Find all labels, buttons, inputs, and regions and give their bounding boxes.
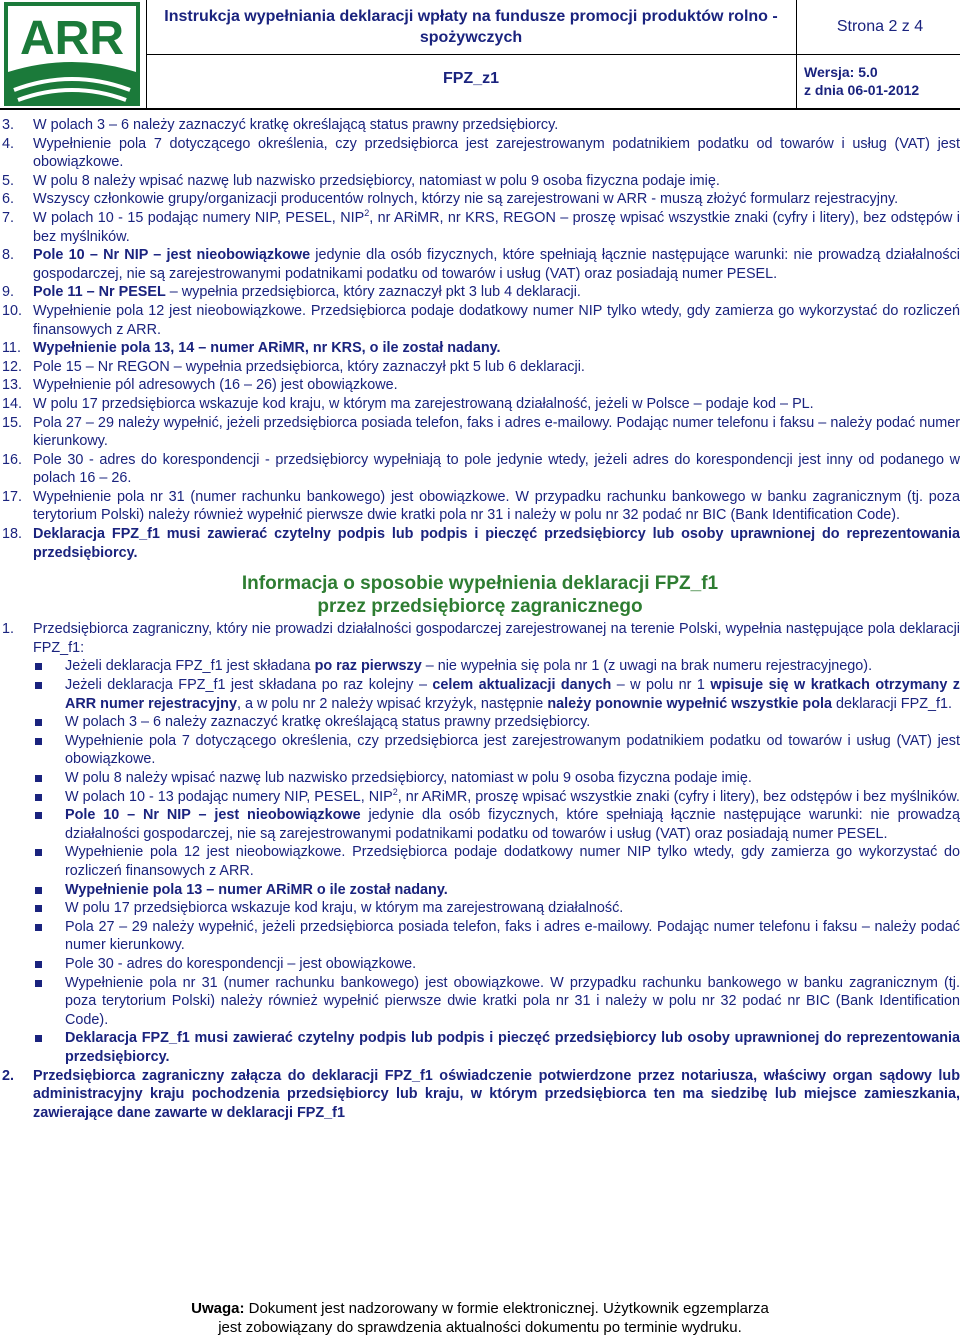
document-header: [0, 0, 960, 110]
version-label: Wersja: 5.0: [804, 64, 878, 80]
item-number: 8.: [2, 247, 15, 264]
bullet-item: [0, 918, 960, 955]
bullet-item: [0, 676, 960, 713]
item-text: Wypełnienie pola 12 jest nieobowiązkowe. Przedsiębiorca podaje dodatkowy numer NIP tylko wtedy, gdy zamierza go wykorzystać do rozliczeń finansowych z ARR.: [33, 302, 960, 338]
bullet-square-icon: [35, 924, 42, 931]
item-number: 10.: [2, 302, 23, 319]
item-text: Pola 27 – 29 należy wypełnić, jeżeli przedsiębiorca posiada telefon, faks i adres e-mailowy. Podając numer telefonu i faksu – należy podać numer kierunkowy.: [33, 414, 960, 450]
bullet-text: – w polu nr 1: [611, 677, 711, 694]
bullet-text: , nr ARiMR, proszę wpisać wszystkie znaki (cyfry i litery), bez odstępów i bez myślników.: [397, 788, 960, 805]
bullet-text: Jeżeli deklaracja FPZ_f1 jest składana po raz kolejny –: [65, 677, 433, 694]
bullet-square-icon: [35, 682, 42, 689]
list-item: [0, 488, 960, 525]
list-item: [0, 135, 960, 172]
bullet-square-icon: [35, 961, 42, 968]
bullet-bold-text: Deklaracja FPZ_f1 musi zawierać czytelny podpis lub podpis i pieczęć przedsiębiorcy lub osoby uprawnionej do reprezentowania przedsiębiorcy.: [65, 1030, 960, 1065]
item-bold-text: Pole 10 – Nr NIP – jest nieobowiązkowe: [33, 247, 311, 264]
section-heading-line1: Informacja o sposobie wypełnienia deklaracji FPZ_f1: [241, 573, 719, 595]
bullet-item: [0, 806, 960, 843]
item-text: Wypełnienie pola nr 31 (numer rachunku bankowego) jest obowiązkowe. W przypadku rachunku bankowego w banku zagranicznym (tj. poza terytorium Polski) należy również wypełnić pierwsze dwie kratki pola nr 31 i należy w polu nr 32 podać nr BIC (Bank Identification Code).: [33, 488, 960, 524]
item-number: 1.: [2, 621, 15, 638]
item-number: 7.: [2, 209, 15, 226]
item-text: , nr ARiMR, nr KRS, REGON – proszę wpisać wszystkie znaki (cyfry i litery), bez odstępów i bez myślników.: [33, 209, 960, 245]
bullet-text: Wypełnienie pola nr 31 (numer rachunku bankowego) jest obowiązkowe. W przypadku rachunku bankowego w banku zagranicznym (tj. poza terytorium Polski) należy również wypełnić pierwsze dwie kratki pola nr 31 i należy w polu nr 32 podać nr BIC (Bank Identification Code).: [65, 974, 960, 1028]
list-item: [0, 414, 960, 451]
list-item: [0, 116, 960, 135]
item-text: W polu 17 przedsiębiorca wskazuje kod kraju, w którym ma zarejestrowaną działalność, jeżeli w Polsce – podaje kod – PL.: [33, 395, 814, 412]
item-text: W polach 10 - 15 podając numery NIP, PESEL, NIP: [33, 209, 365, 226]
list-item: [0, 283, 960, 302]
superscript: 2: [364, 208, 370, 219]
list-item: [0, 376, 960, 395]
item-text: Pole 30 - adres do korespondencji - przedsiębiorcy wypełniają to pole jedynie wtedy, jeżeli adres do korespondencji jest inny od podanego w polach 16 – 26.: [33, 451, 960, 487]
list-item: [0, 451, 960, 488]
item-text: W polu 8 należy wpisać nazwę lub nazwisko przedsiębiorcy, natomiast w polu 9 osoba fizyczna podaje imię.: [33, 172, 720, 189]
list-item: [0, 395, 960, 414]
bullet-text: Wypełnienie pola 7 dotyczącego określenia, czy przedsiębiorca jest zarejestrowanym podatnikiem podatku od towarów i usług (VAT) jest obowiązkowe.: [65, 732, 960, 768]
bullet-text: W polu 8 należy wpisać nazwę lub nazwisko przedsiębiorcy, natomiast w polu 9 osoba fizyczna podaje imię.: [65, 770, 752, 786]
item-number: 16.: [2, 451, 23, 468]
document-footer: [0, 1299, 960, 1337]
list-item: [0, 339, 960, 358]
list-item: [0, 190, 960, 209]
bullet-text: W polu 17 przedsiębiorca wskazuje kod kraju, w którym ma zarejestrowaną działalność.: [65, 900, 624, 917]
bullet-text: W polach 10 - 13 podając numery NIP, PESEL, NIP: [65, 788, 393, 805]
item-number: 9.: [2, 284, 15, 301]
bullet-square-icon: [35, 980, 42, 987]
bullet-item: [0, 955, 960, 974]
bullet-bold-text: celem aktualizacji danych: [432, 677, 612, 694]
bullet-square-icon: [35, 812, 42, 819]
bullet-square-icon: [35, 905, 42, 912]
bullet-item: [0, 974, 960, 1030]
item-number: 17.: [2, 488, 23, 505]
bullet-item: [0, 788, 960, 807]
bullet-item: [0, 843, 960, 880]
arr-logo: [4, 2, 140, 106]
list-item: [0, 1067, 960, 1123]
footer-label: Uwaga:: [191, 1300, 245, 1317]
bullet-square-icon: [35, 1035, 42, 1042]
item-text: – wypełnia przedsiębiorca, który zaznaczył pkt 3 lub 4 deklaracji.: [165, 284, 581, 301]
bullet-text: Pola 27 – 29 należy wypełnić, jeżeli przedsiębiorca posiada telefon, faks i adres e-mailowy. Podając numer telefonu i faksu – należy podać numer kierunkowy.: [65, 918, 960, 954]
bullet-text: – nie wypełnia się pola nr 1 (z uwagi na brak numeru rejestracyjnego).: [421, 658, 873, 675]
item-text: Wszyscy członkowie grupy/organizacji producentów rolnych, którzy nie są zarejestrowani w ARR - muszą złożyć formularz rejestracyjny.: [33, 191, 899, 208]
version-date: z dnia 06-01-2012: [804, 82, 920, 98]
item-number: 12.: [2, 358, 23, 375]
item-text: W polach 3 – 6 należy zaznaczyć kratkę określającą status prawny przedsiębiorcy.: [33, 117, 559, 133]
bullet-text: jedynie dla osób fizycznych, które spełniają łącznie następujące warunki: nie prowadzą działalności gospodarczej, nie są zarejestrowanymi podatnikami podatku od towarów i usług (VAT) oraz posiadają numer PESEL.: [65, 807, 960, 842]
bullet-item: [0, 713, 960, 732]
bullet-text: deklaracji FPZ_f1.: [832, 695, 952, 712]
svg-text:ARR: ARR: [20, 12, 124, 65]
list-item: [0, 246, 960, 283]
bullet-item: [0, 881, 960, 900]
bullet-item: [0, 1029, 960, 1066]
item-number: 14.: [2, 395, 23, 412]
bullet-bold-text: Wypełnienie pola 13 – numer ARiMR o ile został nadany.: [65, 881, 448, 898]
item-number: 15.: [2, 414, 23, 431]
item-number: 6.: [2, 191, 15, 208]
bullet-square-icon: [35, 775, 42, 782]
item-bold-text: Pole 11 – Nr PESEL: [33, 284, 166, 301]
version-info: [804, 63, 919, 99]
bullet-square-icon: [35, 719, 42, 726]
item-text: Przedsiębiorca zagraniczny, który nie prowadzi działalności gospodarczej zarejestrowanej na terenie Polski, wypełnia następujące pola deklaracji FPZ_f1:: [33, 621, 960, 656]
footer-line1: Dokument jest nadzorowany w formie elektronicznej. Użytkownik egzemplarza: [244, 1300, 769, 1317]
item-bold-text: Wypełnienie pola 13, 14 – numer ARiMR, nr KRS, o ile został nadany.: [33, 340, 501, 357]
item-number: 4.: [2, 135, 15, 152]
bullet-text: Jeżeli deklaracja FPZ_f1 jest składana: [65, 658, 315, 675]
section-heading: [0, 572, 960, 618]
item-text: Wypełnienie pól adresowych (16 – 26) jest obowiązkowe.: [33, 377, 398, 394]
item-bold-text: Deklaracja FPZ_f1 musi zawierać czytelny podpis lub podpis i pieczęć przedsiębiorcy lub osoby uprawnionej do reprezentowania przedsiębiorcy.: [33, 526, 960, 561]
superscript: 2: [392, 786, 398, 797]
bullet-square-icon: [35, 663, 42, 670]
list-item: [0, 302, 960, 339]
footer-line2: jest zobowiązany do sprawdzenia aktualności dokumentu po terminie wydruku.: [218, 1319, 742, 1336]
bullet-item: [0, 769, 960, 788]
bullet-item: [0, 732, 960, 769]
numbered-list: [0, 116, 960, 562]
bullet-text: W polach 3 – 6 należy zaznaczyć kratkę określającą status prawny przedsiębiorcy.: [65, 714, 591, 731]
bullet-bold-text: wpisuje się w kratkach otrzymany z ARR numer rejestracyjny: [65, 677, 960, 712]
bullet-bold-text: po raz pierwszy: [314, 658, 422, 675]
item-number: 11.: [2, 340, 21, 357]
bullet-text: Pole 30 - adres do korespondencji – jest obowiązkowe.: [65, 955, 417, 972]
item-text: jedynie dla osób fizycznych, które spełniają łącznie następujące warunki: nie prowadzą działalności gospodarczej, nie są zarejestrowanymi podatnikami podatku od towarów i usług (VAT) oraz posiadają numer PESEL.: [33, 247, 960, 282]
item-text: Wypełnienie pola 7 dotyczącego określenia, czy przedsiębiorca jest zarejestrowanym podatnikiem podatku od towarów i usług (VAT) jest obowiązkowe.: [33, 135, 960, 171]
bullet-square-icon: [35, 849, 42, 856]
document-title: Instrukcja wypełniania deklaracji wpłaty na fundusze promocji produktów rolno - spożywczych: [164, 8, 778, 46]
bullet-item: [0, 899, 960, 918]
item-number: 2.: [2, 1067, 15, 1084]
item-text: Przedsiębiorca zagraniczny załącza do deklaracji FPZ_f1 oświadczenie potwierdzone przez notariusza, właściwy organ sądowy lub administracyjny kraju pochodzenia przedsiębiorcy lub kraju, w którym przedsiębiorca ten ma siedzibę lub miejsce zamieszkania, zawierające dane zawarte w deklaracji FPZ_f1: [33, 1067, 960, 1121]
bullet-square-icon: [35, 887, 42, 894]
list-item: [0, 525, 960, 562]
item-number: 13.: [2, 377, 23, 394]
bullet-text: Wypełnienie pola 12 jest nieobowiązkowe. Przedsiębiorca podaje dodatkowy numer NIP tylko wtedy, gdy zamierza go wykorzystać do rozliczeń finansowych z ARR.: [65, 844, 960, 879]
form-code: FPZ_z1: [442, 70, 499, 87]
document-body: [0, 116, 960, 1122]
list-item: [0, 209, 960, 246]
bullet-square-icon: [35, 794, 42, 801]
bullet-list: [0, 657, 960, 1066]
bullet-item: [0, 657, 960, 676]
section-heading-line2: przez przedsiębiorcę zagranicznego: [317, 596, 643, 618]
bullet-text: , a w polu nr 2 należy wpisać krzyżyk, następnie: [236, 695, 548, 712]
item-number: 3.: [2, 117, 15, 133]
bullet-square-icon: [35, 738, 42, 745]
bullet-bold-text: należy ponownie wypełnić wszystkie pola: [547, 695, 833, 712]
list-item: [0, 620, 960, 657]
bullet-bold-text: Pole 10 – Nr NIP – jest nieobowiązkowe: [65, 807, 361, 824]
list-item: [0, 358, 960, 377]
item-number: 18.: [2, 526, 23, 543]
page-number: Strona 2 z 4: [836, 18, 924, 35]
list-item: [0, 172, 960, 191]
item-text: Pole 15 – Nr REGON – wypełnia przedsiębiorca, który zaznaczył pkt 5 lub 6 deklaracji.: [33, 358, 585, 375]
item-number: 5.: [2, 172, 15, 189]
